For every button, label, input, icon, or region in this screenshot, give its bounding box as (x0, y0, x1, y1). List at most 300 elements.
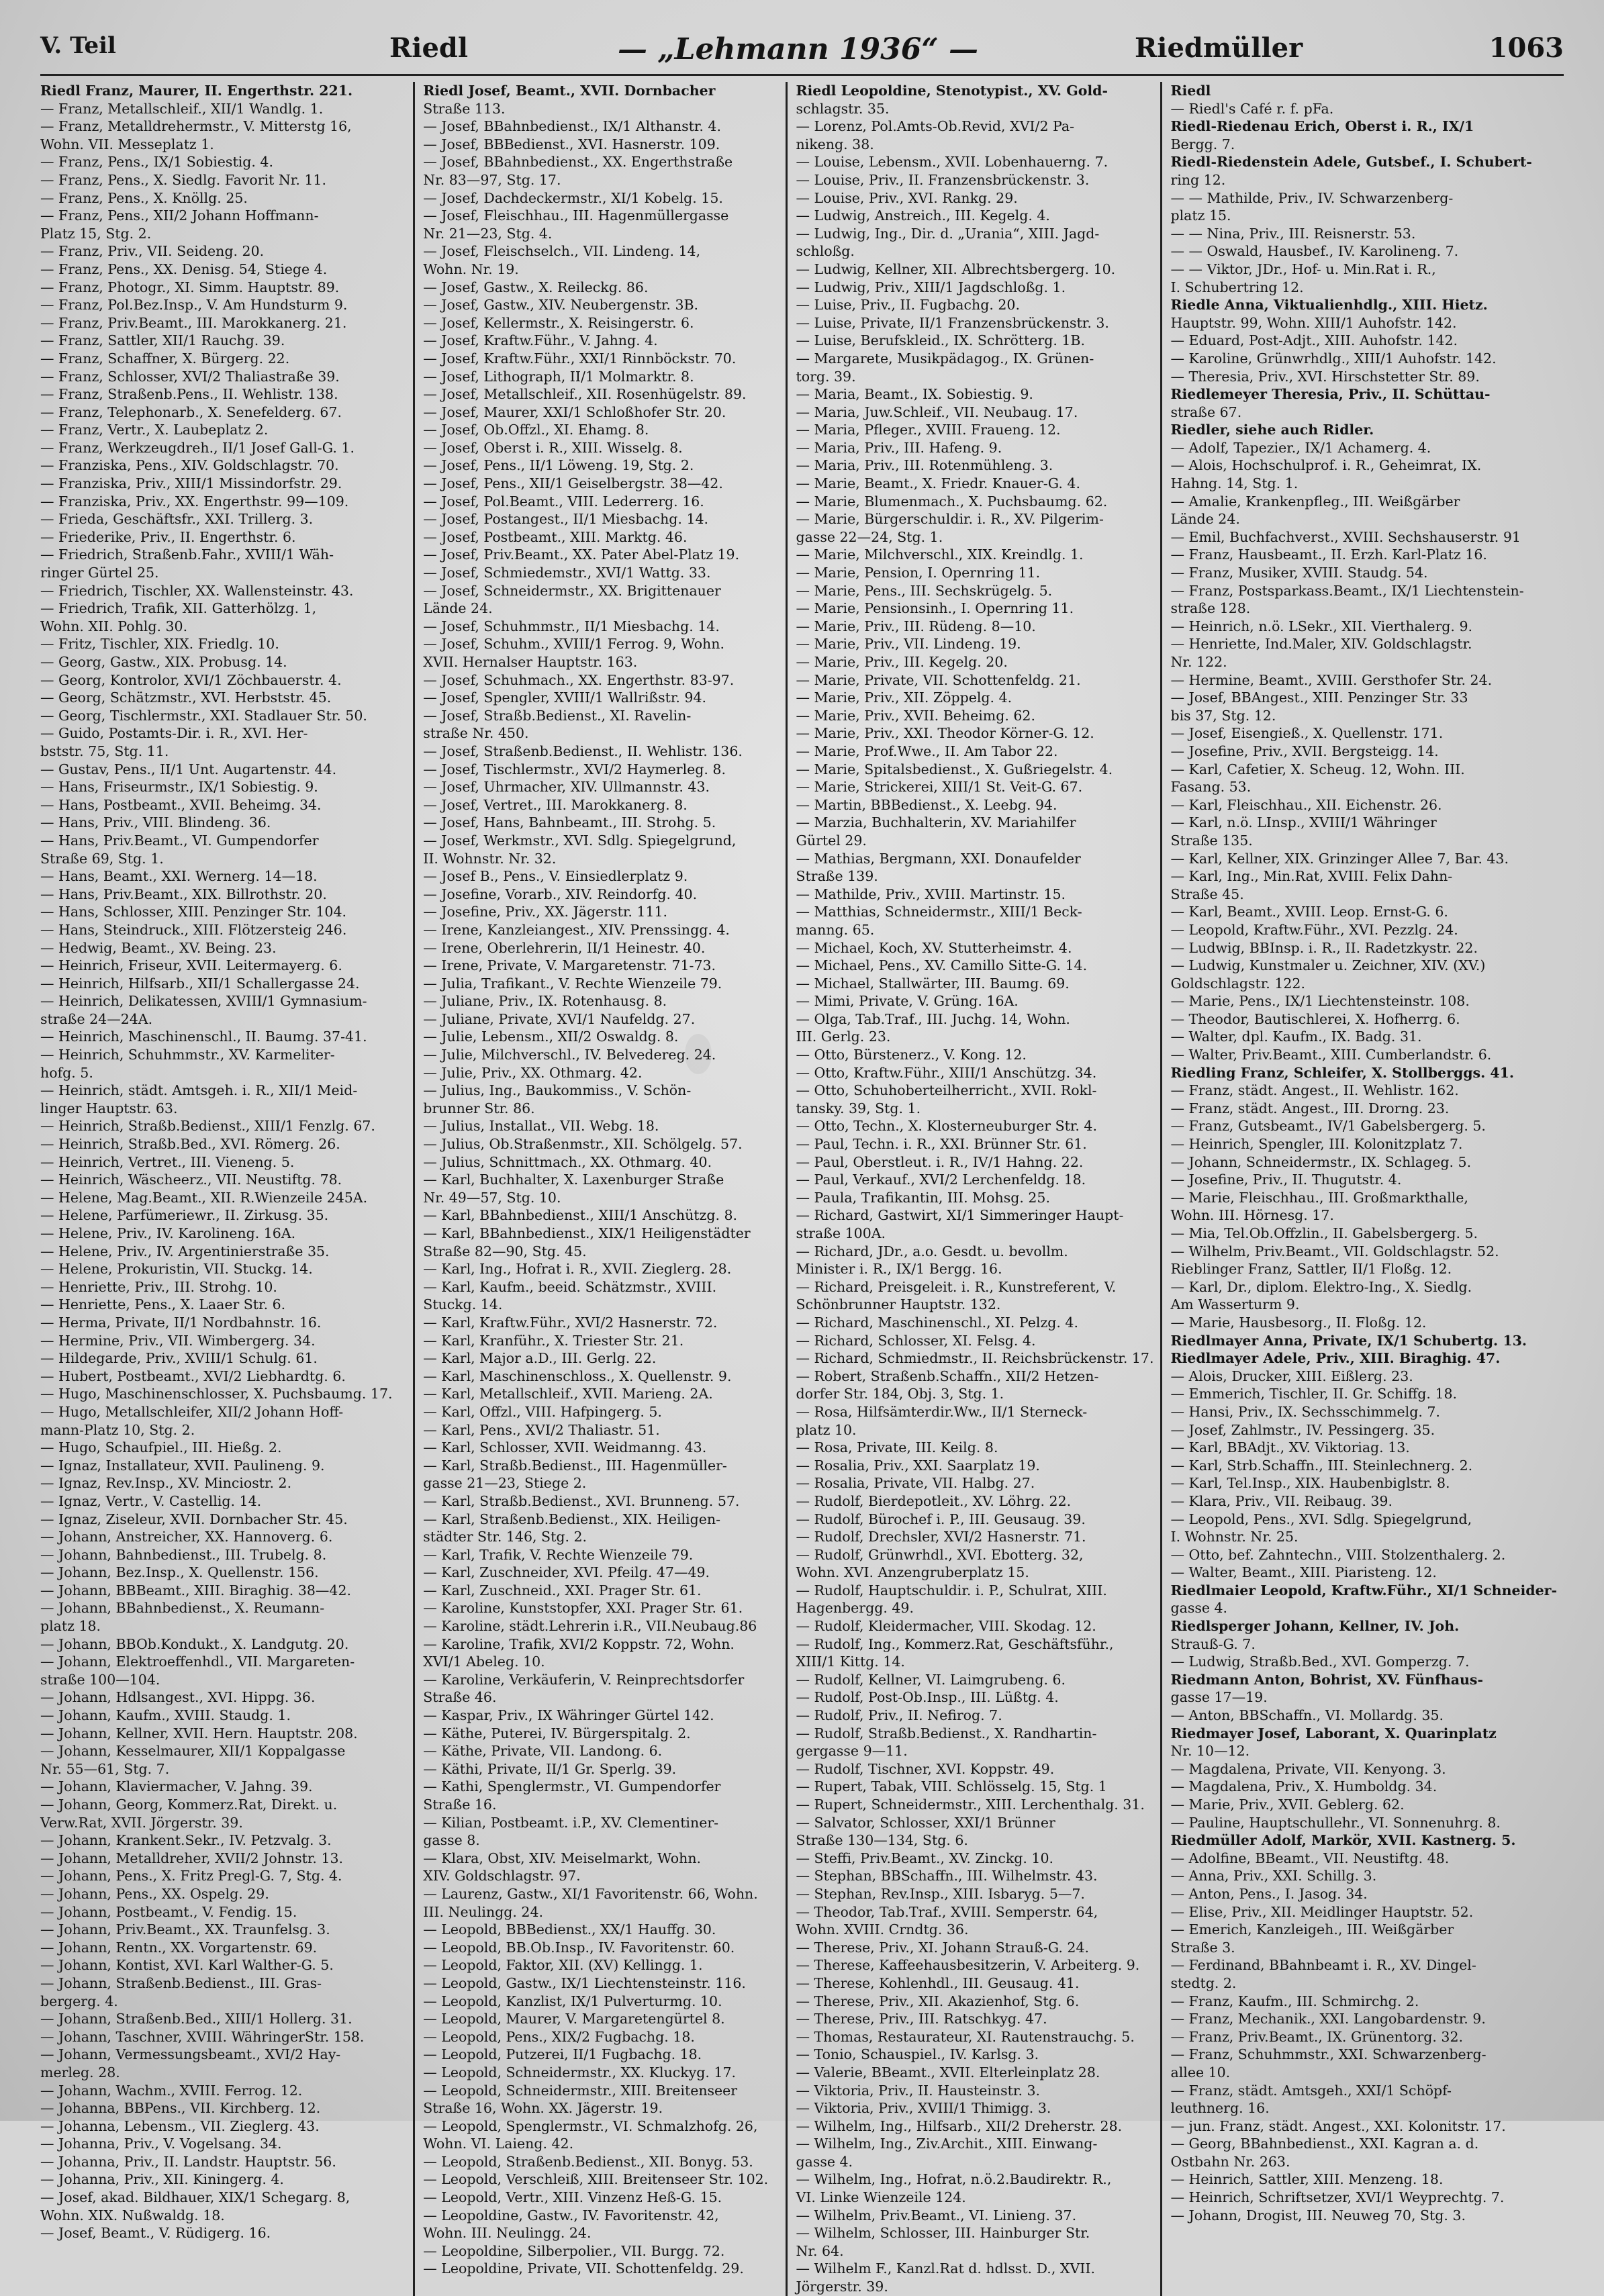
directory-entry-line: — Marie, Hausbesorg., II. Floßg. 12. (1170, 1314, 1427, 1331)
directory-entry-line: — Johann, Wachm., XVIII. Ferrog. 12. (40, 2082, 303, 2099)
directory-entry-line: — Marie, Blumenmach., X. Puchsbaumg. 62. (796, 493, 1108, 510)
directory-entry-line: — Hans, Friseurmstr., IX/1 Sobiestig. 9. (40, 779, 318, 796)
directory-entry-line: — Marie, Pensionsinh., I. Opernring 11. (796, 600, 1074, 617)
directory-entry-line: — Karl, Metallschleif., XVII. Marieng. 2A. (423, 1386, 713, 1402)
directory-entry-line: — Ignaz, Installateur, XVII. Paulineng. 9. (40, 1457, 325, 1474)
directory-entry-line: — Ignaz, Rev.Insp., XV. Minciostr. 2. (40, 1475, 292, 1492)
directory-entry-line: — Wilhelm, Priv.Beamt., VII. Goldschlagstr. 52. (1170, 1243, 1499, 1259)
directory-entry-line: — Leopold, Pens., XIX/2 Fugbachg. 18. (423, 2028, 695, 2045)
directory-entry-line: — Luise, Private, II/1 Franzensbrückenstr. 3. (796, 314, 1109, 331)
directory-entry-line: — Henriette, Pens., X. Laaer Str. 6. (40, 1296, 286, 1313)
directory-entry-line: — Heinrich, Schuhmmstr., XV. Karmeliter- (40, 1047, 335, 1063)
directory-entry-line: — Franz, Priv.Beamt., IX. Grünentorg. 32. (1170, 2028, 1464, 2045)
directory-entry-line: — Henriette, Ind.Maler, XIV. Goldschlagstr. (1170, 636, 1472, 653)
directory-entry-line: — Leopold, Spenglermstr., VI. Schmalzhofg. 26, (423, 2117, 758, 2134)
directory-entry-line: — Johann, Kellner, XVII. Hern. Hauptstr. 208. (40, 1725, 358, 1741)
directory-entry-line: — Johann, Kontist, XVI. Karl Walther-G. 5. (40, 1957, 334, 1974)
directory-entry-line: — Käthe, Puterei, IV. Bürgerspitalg. 2. (423, 1725, 691, 1741)
directory-entry-line: — Richard, Schlosser, XI. Felsg. 4. (796, 1332, 1036, 1349)
directory-entry-line: — Hans, Priv.Beamt., XIX. Billrothstr. 20. (40, 886, 327, 902)
directory-entry-line: — Johann, Elektroeffenhdl., VII. Margareten- (40, 1654, 355, 1670)
directory-entry-line: platz 15. (1170, 207, 1231, 224)
directory-entry-line: — Emerich, Kanzleigeh., III. Weißgärber (1170, 1921, 1454, 1938)
directory-entry-line: — Irene, Private, V. Margaretenstr. 71-73. (423, 957, 716, 974)
directory-entry-line: — Anna, Priv., XXI. Schillg. 3. (1170, 1868, 1377, 1884)
directory-entry-line: — Heinrich, Schriftsetzer, XVI/1 Weyprechtg. 7. (1170, 2189, 1505, 2206)
directory-entry-line: — Rudolf, Post-Ob.Insp., III. Lüßtg. 4. (796, 1689, 1059, 1706)
directory-entry-line: — Georg, Tischlermstr., XXI. Stadlauer Str. 50. (40, 707, 367, 724)
directory-entry-line: — Maria, Pfleger., XVIII. Fraueng. 12. (796, 422, 1061, 438)
directory-entry-line: — Josef, Kellermstr., X. Reisingerstr. 6. (423, 314, 694, 331)
directory-entry-line: Hagenbergg. 49. (796, 1600, 914, 1617)
directory-entry-line: — Josef, Metallschleif., XII. Rosenhügelstr. 89. (423, 386, 747, 403)
directory-entry-line: — Helene, Prokuristin, VII. Stuckg. 14. (40, 1261, 313, 1278)
directory-entry-line: — Franz, Priv., VII. Seideng. 20. (40, 243, 265, 260)
directory-entry-line: — Karl, Ing., Hofrat i. R., XVII. Zieglerg. 28. (423, 1261, 732, 1278)
directory-entry-line: — Josef, Pens., II/1 Löweng. 19, Stg. 2. (423, 457, 694, 474)
directory-entry-line: — Rudolf, Hauptschuldir. i. P., Schulrat, XIII. (796, 1582, 1107, 1598)
directory-entry-line: — Marie, Bürgerschuldir. i. R., XV. Pilgerim- (796, 511, 1104, 528)
directory-entry-line: — Karl, Major a.D., III. Gerlg. 22. (423, 1350, 657, 1367)
directory-entry-line: — Heinrich, n.ö. LSekr., XII. Vierthalerg. 9. (1170, 618, 1473, 634)
directory-entry-line: — Marie, Priv., XVII. Geblerg. 62. (1170, 1797, 1405, 1813)
directory-entry-line: — Josef, Uhrmacher, XIV. Ullmannstr. 43. (423, 779, 710, 796)
directory-entry-line: — Rosalia, Private, VII. Halbg. 27. (796, 1475, 1035, 1492)
directory-entry-line: — Josef, Gastw., XIV. Neubergenstr. 3B. (423, 297, 699, 314)
directory-entry-line: — Mathilde, Priv., XVIII. Martinstr. 15. (796, 886, 1066, 902)
directory-entry-line: Riedlmayer Adele, Priv., XIII. Biraghig. 47. (1170, 1350, 1501, 1367)
directory-entry-line: — Marie, Beamt., X. Friedr. Knauer-G. 4. (796, 475, 1080, 492)
directory-entry-line: — Julius, Schnittmach., XX. Othmarg. 40. (423, 1153, 712, 1170)
directory-entry-line: — Johann, Kaufm., XVIII. Staudg. 1. (40, 1707, 291, 1724)
directory-entry-line: — Fritz, Tischler, XIX. Friedlg. 10. (40, 636, 279, 653)
directory-entry-line: — Franz, städt. Angest., III. Drorng. 23. (1170, 1100, 1450, 1116)
directory-entry-line: — Johann, Pens., XX. Ospelg. 29. (40, 1885, 269, 1902)
directory-entry-line: Nr. 122. (1170, 654, 1227, 670)
directory-entry-line: — Therese, Kohlenhdl., III. Geusaug. 41. (796, 1974, 1080, 1991)
directory-entry-line: Wohn. VII. Messeplatz 1. (40, 136, 214, 152)
directory-entry-line: — Paul, Oberstleut. i. R., IV/1 Hahng. 22. (796, 1153, 1084, 1170)
directory-entry-line: — Elise, Priv., XII. Meidlinger Hauptstr. 52. (1170, 1903, 1474, 1920)
directory-entry-line: — Luise, Priv., II. Fugbachg. 20. (796, 297, 1020, 314)
directory-entry-line: — Franz, Pens., X. Knöllg. 25. (40, 189, 248, 206)
directory-entry-line: — Alois, Hochschulprof. i. R., Geheimrat, IX. (1170, 457, 1482, 474)
directory-entry-line: — Marzia, Buchhalterin, XV. Mariahilfer (796, 814, 1076, 831)
directory-entry-line: — Anton, Pens., I. Jasog. 34. (1170, 1885, 1368, 1902)
page-number: 1063 (1489, 32, 1564, 64)
directory-entry-line: — Therese, Priv., XII. Akazienhof, Stg. 6. (796, 1993, 1080, 2009)
directory-entry-line: Straße 45. (1170, 886, 1244, 902)
directory-entry-line: VI. Linke Wienzeile 124. (796, 2189, 966, 2206)
directory-entry-line: — Rudolf, Priv., II. Nefirog. 7. (796, 1707, 1002, 1724)
directory-entry-line: — Josef, Gastw., X. Reileckg. 86. (423, 279, 649, 295)
directory-entry-line: linger Hauptstr. 63. (40, 1100, 178, 1116)
directory-entry-line: — Franz, Schuhmmstr., XXI. Schwarzenberg- (1170, 2046, 1487, 2063)
directory-entry-line: — Maria, Beamt., IX. Sobiestig. 9. (796, 386, 1033, 403)
directory-entry-line: — Guido, Postamts-Dir. i. R., XVI. Her- (40, 725, 308, 742)
directory-entry-line: — Heinrich, Spengler, III. Kolonitzplatz 7. (1170, 1136, 1463, 1153)
directory-entry-line: — Wilhelm, Priv.Beamt., VI. Linieng. 37. (796, 2207, 1077, 2223)
directory-entry-line: — Karl, Strb.Schaffn., III. Steinlechnerg. 2. (1170, 1457, 1473, 1474)
directory-entry-line: — Marie, Private, VII. Schottenfeldg. 21. (796, 671, 1081, 688)
directory-entry-line: — Johann, Klaviermacher, V. Jahng. 39. (40, 1778, 313, 1795)
directory-entry-line: — Josef, BBahnbedienst., XX. Engerthstraße (423, 154, 733, 171)
directory-entry-line: — Margarete, Musikpädagog., IX. Grünen- (796, 350, 1094, 367)
directory-entry-line: — Viktoria, Priv., II. Hausteinstr. 3. (796, 2082, 1041, 2099)
directory-entry-line: — Josef, Tischlermstr., XVI/2 Haymerleg. 8. (423, 761, 726, 777)
directory-entry-line: — Franz, Werkzeugdreh., II/1 Josef Gall-G. 1. (40, 439, 355, 456)
directory-entry-line: Schönbrunner Hauptstr. 132. (796, 1296, 1001, 1313)
directory-entry-line: Riedlmaier Leopold, Kraftw.Führ., XI/1 Schneider- (1170, 1582, 1557, 1598)
directory-entry-line: — Richard, Maschinenschl., XI. Pelzg. 4. (796, 1314, 1078, 1331)
directory-entry-line: I. Wohnstr. Nr. 25. (1170, 1529, 1299, 1545)
directory-entry-line: — Josef, Zahlmstr., IV. Pessingerg. 35. (1170, 1421, 1435, 1438)
directory-entry-line: — Paula, Trafikantin, III. Mohsg. 25. (796, 1189, 1050, 1206)
directory-entry-line: — Hildegarde, Priv., XVIII/1 Schulg. 61. (40, 1350, 318, 1367)
directory-entry-line: Straße 130—134, Stg. 6. (796, 1832, 968, 1849)
directory-entry-line: — Karl, Zuschneider, XVI. Pfeilg. 47—49. (423, 1564, 710, 1581)
directory-entry-line: — Heinrich, Vertret., III. Vieneng. 5. (40, 1153, 295, 1170)
directory-entry-line: schlagstr. 35. (796, 100, 890, 117)
column-2 (413, 82, 786, 2296)
directory-entry-line: — Leopold, Schneidermstr., XIII. Breitenseer (423, 2082, 738, 2099)
directory-entry-line: — Franz, Schlosser, XVI/2 Thaliastraße 39. (40, 368, 340, 385)
directory-entry-line: — Franz, Hausbeamt., II. Erzh. Karl-Platz 16. (1170, 546, 1487, 563)
directory-entry-line: — Georg, Gastw., XIX. Probusg. 14. (40, 654, 287, 670)
directory-entry-line: Gürtel 29. (796, 832, 867, 849)
directory-entry-line: — Eduard, Post-Adjt., XIII. Auhofstr. 142. (1170, 332, 1458, 349)
directory-entry-line: — Franz, Priv.Beamt., III. Marokkanerg. 21. (40, 314, 347, 331)
directory-entry-line: — Franz, Kaufm., III. Schmirchg. 2. (1170, 1993, 1419, 2009)
directory-entry-line: — Robert, Straßenb.Schaffn., XII/2 Hetzen- (796, 1368, 1099, 1384)
directory-entry-line: — Riedl's Café r. f. pFa. (1170, 100, 1334, 117)
directory-entry-line: — Karl, Pens., XVI/2 Thaliastr. 51. (423, 1421, 660, 1438)
directory-entry-line: — Leopold, Pens., XVI. Sdlg. Spiegelgrund, (1170, 1511, 1472, 1527)
directory-entry-line: — Franz, Gutsbeamt., IV/1 Gabelsbergerg. 5. (1170, 1118, 1486, 1135)
directory-entry-line: — Irene, Oberlehrerin, II/1 Heinestr. 40. (423, 939, 706, 956)
directory-entry-line: — Karl, Straßb.Bedienst., III. Hagenmüller- (423, 1457, 727, 1474)
directory-entry-line: — Gustav, Pens., II/1 Unt. Augartenstr. 44. (40, 761, 337, 777)
directory-entry-line: — Franz, Pol.Bez.Insp., V. Am Hundsturm 9. (40, 297, 348, 314)
directory-entry-line: — Josef, Ob.Offzl., XI. Ehamg. 8. (423, 422, 649, 438)
directory-entry-line: Strauß-G. 7. (1170, 1635, 1256, 1652)
directory-entry-line: II. Wohnstr. Nr. 32. (423, 850, 557, 867)
directory-entry-line: Straße 69, Stg. 1. (40, 850, 164, 867)
directory-entry-line: straße Nr. 450. (423, 725, 529, 742)
directory-entry-line: leuthnerg. 16. (1170, 2100, 1270, 2117)
directory-title: — „Lehmann 1936“ — (618, 32, 979, 66)
directory-entry-line: — Johann, Metalldreher, XVII/2 Johnstr. 13. (40, 1850, 344, 1866)
directory-entry-line: — Franz, städt. Angest., II. Wehlistr. 162. (1170, 1082, 1459, 1099)
directory-entry-line: — Stephan, Rev.Insp., XIII. Isbaryg. 5—7. (796, 1885, 1085, 1902)
directory-entry-line: — Johann, Hdlsangest., XVI. Hippg. 36. (40, 1689, 316, 1706)
directory-entry-line: — Ludwig, Straßb.Bed., XVI. Gomperzg. 7. (1170, 1654, 1470, 1670)
directory-entry-line: nikeng. 38. (796, 136, 874, 152)
directory-entry-line: — Johann, Anstreicher, XX. Hannoverg. 6. (40, 1529, 333, 1545)
directory-entry-line: allee 10. (1170, 2064, 1231, 2080)
directory-entry-line: — Josef, Kraftw.Führ., V. Jahng. 4. (423, 332, 658, 349)
directory-entry-line: — Louise, Lebensm., XVII. Lobenhauerng. 7. (796, 154, 1108, 171)
directory-entry-line: — Julius, Installat., VII. Webg. 18. (423, 1118, 659, 1135)
directory-entry-line: — Julia, Trafikant., V. Rechte Wienzeile 79. (423, 975, 722, 992)
directory-entry-line: — Josefine, Priv., XX. Jägerstr. 111. (423, 904, 668, 920)
directory-entry-line: — Hansi, Priv., IX. Sechsschimmelg. 7. (1170, 1403, 1440, 1420)
directory-entry-line: — Adolf, Tapezier., IX/1 Achamerg. 4. (1170, 439, 1431, 456)
directory-entry-line: — Johann, Straßenb.Bed., XIII/1 Hollerg. 31. (40, 2011, 352, 2027)
directory-entry-line: — Mimi, Private, V. Grüng. 16A. (796, 993, 1019, 1010)
directory-entry-line: — Franz, Schaffner, X. Bürgerg. 22. (40, 350, 290, 367)
directory-entry-line: — Johann, Schneidermstr., IX. Schlageg. 5. (1170, 1153, 1472, 1170)
directory-entry-line: — Karl, n.ö. LInsp., XVIII/1 Währinger (1170, 814, 1437, 831)
directory-entry-line: XIII/1 Kittg. 14. (796, 1654, 905, 1670)
directory-entry-line: — Josef, Kraftw.Führ., XXI/1 Rinnböckstr. 70. (423, 350, 737, 367)
directory-entry-line: — Herma, Private, II/1 Nordbahnstr. 16. (40, 1314, 322, 1331)
directory-entry-line: — Josef, Straßenb.Bedienst., II. Wehlistr. 136. (423, 743, 743, 759)
directory-entry-line: — Luise, Berufskleid., IX. Schrötterg. 1B. (796, 332, 1085, 349)
directory-entry-line: ring 12. (1170, 171, 1226, 188)
directory-entry-line: — Julius, Ob.Straßenmstr., XII. Schölgelg. 57. (423, 1136, 743, 1153)
directory-entry-line: Lände 24. (423, 600, 493, 617)
directory-entry-line: — Johann, Priv.Beamt., XX. Traunfelsg. 3. (40, 1921, 330, 1938)
directory-entry-line: — Johann, Rentn., XX. Vorgartenstr. 69. (40, 1939, 318, 1956)
directory-entry-line: XVI/1 Abeleg. 10. (423, 1654, 545, 1670)
directory-entry-line: gasse 8. (423, 1832, 480, 1849)
directory-entry-line: — Olga, Tab.Traf., III. Juchg. 14, Wohn. (796, 1010, 1070, 1027)
directory-entry-line: Riedl Josef, Beamt., XVII. Dornbacher (423, 83, 716, 99)
directory-entry-line: — Wilhelm F., Kanzl.Rat d. hdlsst. D., XVII. (796, 2260, 1095, 2277)
directory-entry-line: Riedl Franz, Maurer, II. Engerthstr. 221. (40, 83, 353, 99)
directory-entry-line: merleg. 28. (40, 2064, 120, 2080)
directory-entry-line: — Marie, Pension, I. Opernring 11. (796, 565, 1041, 581)
directory-entry-line: — Leopold, BBBedienst., XX/1 Hauffg. 30. (423, 1921, 716, 1938)
directory-entry-line: — Josefine, Vorarb., XIV. Reindorfg. 40. (423, 886, 698, 902)
directory-entry-line: — Mathias, Bergmann, XXI. Donaufelder (796, 850, 1081, 867)
directory-entry-line: — Johann, Georg, Kommerz.Rat, Direkt. u. (40, 1797, 338, 1813)
directory-entry-line: hofg. 5. (40, 1064, 93, 1081)
directory-entry-line: — Johann, Bez.Insp., X. Quellenstr. 156. (40, 1564, 319, 1581)
directory-entry-line: — Ludwig, BBInsp. i. R., II. Radetzkystr. 22. (1170, 939, 1478, 956)
directory-entry-line: torg. 39. (796, 368, 856, 385)
directory-entry-line: Bergg. 7. (1170, 136, 1235, 152)
directory-entry-line: — Josef, Straßb.Bedienst., XI. Ravelin- (423, 707, 692, 724)
directory-entry-line: — Leopold, Kanzlist, IX/1 Pulverturmg. 10. (423, 1993, 722, 2009)
directory-entry-line: Riedl (1170, 83, 1211, 99)
directory-entry-line: — Johanna, Priv., XII. Kiningerg. 4. (40, 2171, 284, 2188)
directory-entry-line: — Rudolf, Kellner, VI. Laimgrubeng. 6. (796, 1671, 1066, 1688)
directory-entry-line: — Johanna, Priv., V. Vogelsang. 34. (40, 2136, 282, 2152)
directory-entry-line: — Karl, Offzl., VIII. Hafpingerg. 5. (423, 1403, 662, 1420)
directory-entry-line: — Josef, Postangest., II/1 Miesbachg. 14. (423, 511, 709, 528)
directory-entry-line: — Karl, Straßenb.Bedienst., XIX. Heiligen- (423, 1511, 721, 1527)
directory-entry-line: — Johann, Taschner, XVIII. WähringerStr. 158. (40, 2028, 365, 2045)
directory-entry-line: — Hans, Beamt., XXI. Wernerg. 14—18. (40, 868, 318, 885)
directory-entry-line: Riedlsperger Johann, Kellner, IV. Joh. (1170, 1618, 1460, 1635)
directory-entry-line: — Johann, Vermessungsbeamt., XVI/2 Hay- (40, 2046, 341, 2063)
directory-entry-line: I. Schubertring 12. (1170, 279, 1304, 295)
directory-entry-line: — Karl, Kellner, XIX. Grinzinger Allee 7, Bar. 43. (1170, 850, 1509, 867)
directory-entry-line: — Magdalena, Private, VII. Kenyong. 3. (1170, 1760, 1446, 1777)
directory-entry-line: — Rupert, Schneidermstr., XIII. Lerchenthalg. 31. (796, 1797, 1145, 1813)
directory-entry-line: gasse 17—19. (1170, 1689, 1268, 1706)
directory-entry-line: Wohn. XIX. Nußwaldg. 18. (40, 2207, 225, 2223)
directory-entry-line: — Leopold, Putzerei, II/1 Fugbachg. 18. (423, 2046, 702, 2063)
directory-entry-line: — Johann, BBOb.Kondukt., X. Landgutg. 20. (40, 1635, 349, 1652)
directory-entry-line: — Mia, Tel.Ob.Offzlin., II. Gabelsbergerg. 5. (1170, 1225, 1478, 1241)
directory-entry-line: — Theodor, Tab.Traf., XVIII. Semperstr. 64, (796, 1903, 1098, 1920)
directory-entry-line: — Franz, Postsparkass.Beamt., IX/1 Liechtenstein- (1170, 582, 1524, 599)
directory-entry-line: — Josef, Schneidermstr., XX. Brigittenauer (423, 582, 721, 599)
directory-entry-line: Goldschlagstr. 122. (1170, 975, 1305, 992)
directory-entry-line: — Marie, Fleischhau., III. Großmarkthalle, (1170, 1189, 1468, 1206)
section-part-label: V. Teil (40, 32, 116, 59)
directory-entry-line: — Juliane, Private, XVI/1 Naufeldg. 27. (423, 1010, 696, 1027)
directory-entry-line: — Michael, Stallwärter, III. Baumg. 69. (796, 975, 1070, 992)
directory-entry-line: — Josef, Werkmstr., XVI. Sdlg. Spiegelgrund, (423, 832, 737, 849)
directory-entry-line: — Marie, Pens., IX/1 Liechtensteinstr. 108. (1170, 993, 1470, 1010)
directory-entry-line: — Salvator, Schlosser, XXI/1 Brünner (796, 1814, 1055, 1831)
directory-entry-line: — Karoline, Grünwrhdlg., XIII/1 Auhofstr. 142. (1170, 350, 1497, 367)
directory-entry-line: — Georg, BBahnbedienst., XXI. Kagran a. d. (1170, 2136, 1479, 2152)
directory-entry-line: — Helene, Priv., IV. Argentinierstraße 35. (40, 1243, 330, 1259)
directory-entry-line: — Karl, Kranführ., X. Triester Str. 21. (423, 1332, 684, 1349)
directory-entry-line: Wohn. XVI. Anzengruberplatz 15. (796, 1564, 1029, 1581)
directory-entry-line: — Stephan, BBSchaffn., III. Wilhelmstr. 43. (796, 1868, 1098, 1884)
directory-entry-line: — Rosa, Hilfsämterdir.Ww., II/1 Sterneck- (796, 1403, 1088, 1420)
directory-entry-line: — Karl, BBahnbedienst., XIX/1 Heiligenstädter (423, 1225, 751, 1241)
directory-entry-line: — Karl, Zuschneid., XXI. Prager Str. 61. (423, 1582, 702, 1598)
directory-entry-line: — — Oswald, Hausbef., IV. Karolineng. 7. (1170, 243, 1459, 260)
directory-entry-line: städter Str. 146, Stg. 2. (423, 1529, 587, 1545)
directory-entry-line: — Marie, Priv., XXI. Theodor Körner-G. 12. (796, 725, 1094, 742)
directory-entry-line: — Ludwig, Ing., Dir. d. „Urania“, XIII. Jagd- (796, 225, 1100, 242)
directory-entry-line: — Viktoria, Priv., XVIII/1 Thimigg. 3. (796, 2100, 1051, 2117)
directory-entry-line: — Friedrich, Straßenb.Fahr., XVIII/1 Wäh- (40, 546, 334, 563)
directory-entry-line: — Karl, BBAdjt., XV. Viktoriag. 13. (1170, 1439, 1410, 1456)
directory-entry-line: — Marie, Priv., XVII. Beheimg. 62. (796, 707, 1035, 724)
directory-entry-line: — Josef, Dachdeckermstr., XI/1 Kobelg. 15. (423, 189, 723, 206)
directory-entry-line: — Michael, Koch, XV. Stutterheimstr. 4. (796, 939, 1072, 956)
directory-entry-line: — Hans, Priv., VIII. Blindeng. 36. (40, 814, 271, 831)
directory-entry-line: Straße 16, Wohn. XX. Jägerstr. 19. (423, 2100, 663, 2117)
directory-entry-line: — Karoline, städt.Lehrerin i.R., VII.Neubaug.86 (423, 1618, 757, 1635)
directory-entry-line: — Karl, Maschinenschloss., X. Quellenstr. 9. (423, 1368, 732, 1384)
directory-entry-line: — Kaspar, Priv., IX Währinger Gürtel 142. (423, 1707, 714, 1724)
directory-entry-line: — Ludwig, Kellner, XII. Albrechtsbergerg. 10. (796, 260, 1116, 277)
directory-entry-line: — Richard, Schmiedmstr., II. Reichsbrückenstr. 17. (796, 1350, 1154, 1367)
directory-entry-line: — Friedrich, Trafik, XII. Gatterhölzg. 1, (40, 600, 317, 617)
directory-entry-line: — Heinrich, Friseur, XVII. Leitermayerg. 6. (40, 957, 342, 974)
directory-entry-line: — Josef, Maurer, XXI/1 Schloßhofer Str. 20. (423, 403, 726, 420)
directory-entry-line: Riedl-Riedenau Erich, Oberst i. R., IX/1 (1170, 118, 1474, 135)
directory-entry-line: — Rudolf, Bürochef i. P., III. Geusaug. 39. (796, 1511, 1086, 1527)
directory-entry-line: tansky. 39, Stg. 1. (796, 1100, 921, 1116)
directory-entry-line: stedtg. 2. (1170, 1974, 1237, 1991)
directory-entry-line: brunner Str. 86. (423, 1100, 535, 1116)
directory-entry-line: — Josef, Fleischselch., VII. Lindeng. 14, (423, 243, 701, 260)
directory-entry-line: Riedler, siehe auch Ridler. (1170, 422, 1374, 438)
directory-entry-line: Straße 113. (423, 100, 506, 117)
directory-entry-line: — Karl, Kaufm., beeid. Schätzmstr., XVIII. (423, 1278, 717, 1295)
directory-entry-line: — Josef, Schmiedemstr., XVI/1 Wattg. 33. (423, 565, 711, 581)
directory-entry-line: — Lorenz, Pol.Amts-Ob.Revid, XVI/2 Pa- (796, 118, 1075, 135)
directory-entry-line: — Rosa, Private, III. Keilg. 8. (796, 1439, 998, 1456)
directory-entry-line: Wohn. III. Hörnesg. 17. (1170, 1207, 1334, 1224)
directory-entry-line: Riedl Leopoldine, Stenotypist., XV. Gold- (796, 83, 1108, 99)
directory-entry-line: — Therese, Priv., XI. Johann Strauß-G. 24. (796, 1939, 1090, 1956)
directory-entry-line: Straße 16. (423, 1797, 497, 1813)
directory-entry-line: bis 37, Stg. 12. (1170, 707, 1276, 724)
directory-entry-line: — Martin, BBBedienst., X. Leebg. 94. (796, 796, 1057, 813)
directory-entry-line: — Franz, Pens., XII/2 Johann Hoffmann- (40, 207, 319, 224)
directory-entry-line: — Otto, Kraftw.Führ., XIII/1 Anschützg. 34. (796, 1064, 1097, 1081)
directory-entry-line: — Marie, Priv., III. Rüdeng. 8—10. (796, 618, 1036, 634)
directory-entry-line: Wohn. XII. Pohlg. 30. (40, 618, 188, 634)
directory-entry-line: — Josef, Spengler, XVIII/1 Wallrißstr. 94. (423, 689, 707, 706)
directory-entry-line: — Karl, Tel.Insp., XIX. Haubenbiglstr. 8. (1170, 1475, 1450, 1492)
directory-entry-line: — Juliane, Priv., IX. Rotenhausg. 8. (423, 993, 667, 1010)
directory-entry-line: — Josef B., Pens., V. Einsiedlerplatz 9. (423, 868, 688, 885)
directory-entry-line: — Franz, Straßenb.Pens., II. Wehlistr. 138. (40, 386, 338, 403)
directory-entry-line: — Marie, Prof.Wwe., II. Am Tabor 22. (796, 743, 1058, 759)
directory-entry-line: — Karl, Cafetier, X. Scheug. 12, Wohn. III. (1170, 761, 1465, 777)
page-header (40, 27, 1564, 76)
directory-entry-line: — Karoline, Trafik, XVI/2 Koppstr. 72, Wohn. (423, 1635, 735, 1652)
directory-entry-line: Riedmann Anton, Bohrist, XV. Fünfhaus- (1170, 1671, 1483, 1688)
directory-entry-line: III. Neulingg. 24. (423, 1903, 544, 1920)
directory-entry-line: — Franz, Pens., X. Siedlg. Favorit Nr. 11. (40, 171, 326, 188)
directory-entry-line: Stuckg. 14. (423, 1296, 503, 1313)
directory-entry-line: platz 18. (40, 1618, 101, 1635)
directory-entry-line: Wohn. XVIII. Crndtg. 36. (796, 1921, 969, 1938)
directory-entry-line: Straße 82—90, Stg. 45. (423, 1243, 587, 1259)
directory-entry-line: — Rudolf, Ing., Kommerz.Rat, Geschäftsführ., (796, 1635, 1114, 1652)
directory-entry-line: — Wilhelm, Ing., Ziv.Archit., XIII. Einwang- (796, 2136, 1098, 2152)
directory-entry-line: — Hermine, Priv., VII. Wimbergerg. 34. (40, 1332, 316, 1349)
directory-entry-line: Platz 15, Stg. 2. (40, 225, 152, 242)
directory-entry-line: — Laurenz, Gastw., XI/1 Favoritenstr. 66, Wohn. (423, 1885, 758, 1902)
directory-entry-line: — Ludwig, Anstreich., III. Kegelg. 4. (796, 207, 1050, 224)
directory-entry-line: — Steffi, Priv.Beamt., XV. Zinckg. 10. (796, 1850, 1054, 1866)
directory-entry-line: — Josef, Vertret., III. Marokkanerg. 8. (423, 796, 688, 813)
directory-entry-line: — Maria, Priv., III. Hafeng. 9. (796, 439, 1002, 456)
directory-entry-line: — Klara, Priv., VII. Reibaug. 39. (1170, 1492, 1393, 1509)
directory-entry-line: schloßg. (796, 243, 855, 260)
directory-entry-line: Minister i. R., IX/1 Bergg. 16. (796, 1261, 1002, 1278)
directory-entry-line: — Georg, Kontrolor, XVI/1 Zöchbauerstr. 4. (40, 671, 342, 688)
directory-entry-line: Riedmayer Josef, Laborant, X. Quarinplatz (1170, 1725, 1497, 1741)
directory-entry-line: Fasang. 53. (1170, 779, 1252, 796)
directory-entry-line: — Josef, Schuhmmstr., II/1 Miesbachg. 14. (423, 618, 720, 634)
directory-entry-line: — Heinrich, Hilfsarb., XII/1 Schallergasse 24. (40, 975, 360, 992)
directory-entry-line: Riedmüller Adolf, Markör, XVII. Kastnerg. 5. (1170, 1832, 1516, 1849)
directory-entry-line: — Hans, Priv.Beamt., VI. Gumpendorfer (40, 832, 319, 849)
directory-entry-line: — Karoline, Verkäuferin, V. Reinprechtsdorfer (423, 1671, 745, 1688)
directory-entry-line: — Thomas, Restaurateur, XI. Rautenstrauchg. 5. (796, 2028, 1135, 2045)
directory-entry-line: — Hugo, Schaufpiel., III. Hießg. 2. (40, 1439, 282, 1456)
directory-entry-line: — Heinrich, städt. Amtsgeh. i. R., XII/1 Meid- (40, 1082, 358, 1099)
directory-entry-line: — jun. Franz, städt. Angest., XXI. Kolonitstr. 17. (1170, 2117, 1506, 2134)
directory-entry-line: Nr. 64. (796, 2242, 844, 2259)
directory-entry-line: — Hans, Postbeamt., XVII. Beheimg. 34. (40, 796, 322, 813)
directory-entry-line: — Valerie, BBeamt., XVII. Elterleinplatz 28. (796, 2064, 1100, 2080)
directory-entry-line: Straße 135. (1170, 832, 1253, 849)
directory-entry-line: — Karl, Ing., Min.Rat, XVIII. Felix Dahn- (1170, 868, 1453, 885)
directory-entry-line: — Josef, Hans, Bahnbeamt., III. Strohg. 5. (423, 814, 716, 831)
directory-entry-line: — Marie, Milchverschl., XIX. Kreindlg. 1. (796, 546, 1084, 563)
directory-entry-line: — Käthi, Private, II/1 Gr. Sperlg. 39. (423, 1760, 677, 1777)
directory-entry-line: — Anton, BBSchaffn., VI. Mollardg. 35. (1170, 1707, 1444, 1724)
directory-entry-line: — Heinrich, Sattler, XIII. Menzeng. 18. (1170, 2171, 1444, 2188)
